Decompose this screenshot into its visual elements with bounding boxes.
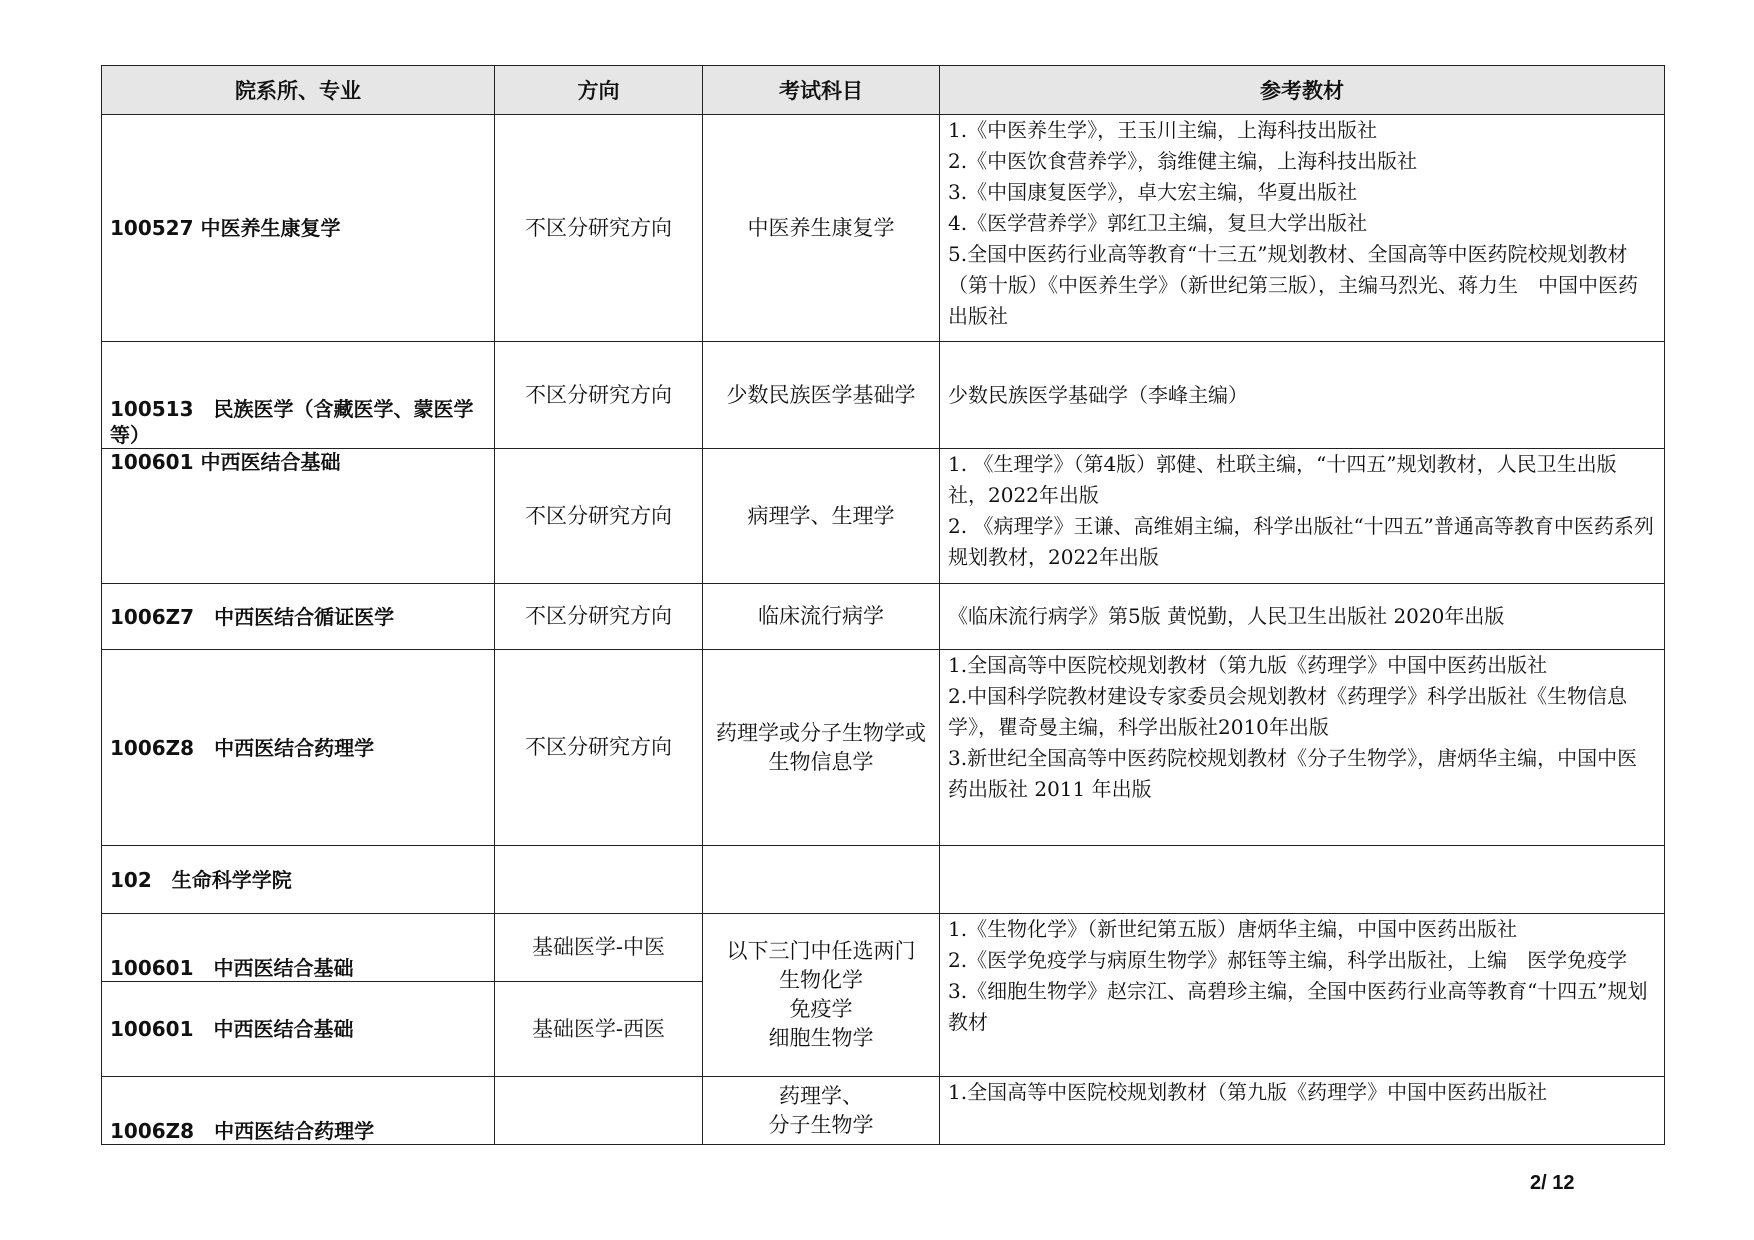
reference-line: 1. 《生理学》（第4版）郭健、杜联主编，“十四五”规划教材，人民卫生出版社，2022年出版 [948,452,1617,507]
exam-line: 免疫学 [789,997,853,1021]
exam-cell: 临床流行病学 [703,584,940,650]
header-major: 院系所、专业 [102,66,495,115]
exam-cell: 病理学、生理学 [703,449,940,584]
direction-cell: 不区分研究方向 [495,342,703,449]
major-cell: 1006Z8 中西医结合药理学 [102,1077,495,1145]
direction-cell [495,1077,703,1145]
exam-cell [703,846,940,914]
page-number: 2/ 12 [1530,1172,1575,1194]
exam-line: 生物化学 [779,968,863,992]
direction-cell [495,846,703,914]
major-cell: 100601 中西医结合基础 [102,982,495,1077]
reference-line: 3.《中国康复医学》，卓大宏主编，华夏出版社 [948,180,1358,204]
direction-cell: 不区分研究方向 [495,584,703,650]
exam-line: 细胞生物学 [768,1026,874,1050]
syllabus-table [101,65,1665,1145]
reference-line: 2.《医学免疫学与病原生物学》郝钰等主编，科学出版社，上编 医学免疫学 [948,948,1628,972]
table-row [102,449,1665,584]
reference-line: 3.《细胞生物学》赵宗江、高碧珍主编，全国中医药行业高等教育“十四五”规划教材 [948,979,1648,1034]
header-exam-subject: 考试科目 [703,66,940,115]
reference-cell [940,650,1665,846]
table-row [102,914,1665,982]
direction-cell: 不区分研究方向 [495,449,703,584]
reference-line: 2. 《病理学》王谦、高维娟主编，科学出版社“十四五”普通高等教育中医药系列规划教材，2022年出版 [948,514,1654,569]
direction-cell: 不区分研究方向 [495,650,703,846]
reference-cell [940,1077,1665,1145]
table-row [102,650,1665,846]
reference-line: 1.《生物化学》（新世纪第五版）唐炳华主编，中国中医药出版社 [948,917,1518,941]
exam-line: 药理学、 [779,1083,863,1108]
header-direction: 方向 [495,66,703,115]
direction-cell: 基础医学-西医 [495,982,703,1077]
college-cell: 102 生命科学学院 [102,846,495,914]
reference-cell [940,115,1665,342]
major-cell: 100601 中西医结合基础 [102,914,495,982]
reference-cell [940,449,1665,584]
reference-line: 2.中国科学院教材建设专家委员会规划教材《药理学》科学出版社《生物信息学》，瞿奇曼主编，科学出版社2010年出版 [948,684,1628,739]
reference-line: 1.《中医养生学》，王玉川主编，上海科技出版社 [948,118,1378,142]
major-cell: 100527 中医养生康复学 [102,115,495,342]
major-cell: 1006Z8 中西医结合药理学 [102,650,495,846]
exam-line: 分子生物学 [768,1112,874,1137]
major-cell: 100601 中西医结合基础 [102,449,495,584]
reference-line: 1.全国高等中医院校规划教材（第九版《药理学》中国中医药出版社 [948,1080,1548,1104]
table-row [102,1077,1665,1145]
reference-line: 少数民族医学基础学（李峰主编） [948,382,1248,407]
exam-cell: 药理学或分子生物学或生物信息学 [703,650,940,846]
header-row [102,66,1665,115]
reference-line: 5.全国中医药行业高等教育“十三五”规划教材、全国高等中医药院校规划教材（第十版）《中医养生学》（新世纪第三版），主编马烈光、蒋力生 中国中医药出版社 [948,242,1638,328]
table-row [102,115,1665,342]
table-row [102,342,1665,449]
reference-line: 1.全国高等中医院校规划教材（第九版《药理学》中国中医药出版社 [948,653,1548,677]
reference-line: 3.新世纪全国高等中医药院校规划教材《分子生物学》，唐炳华主编，中国中医药出版社 2011 年出版 [948,746,1638,801]
reference-cell [940,342,1665,449]
exam-cell: 中医养生康复学 [703,115,940,342]
reference-line: 2.《中医饮食营养学》，翁维健主编，上海科技出版社 [948,149,1418,173]
major-cell: 100513 民族医学（含藏医学、蒙医学等） [102,342,495,449]
reference-line: 《临床流行病学》第5版 黄悦勤，人民卫生出版社 2020年出版 [948,604,1505,628]
exam-cell: 少数民族医学基础学 [703,342,940,449]
exam-cell [703,914,940,1077]
exam-cell [703,1077,940,1145]
reference-line: 4.《医学营养学》郭红卫主编，复旦大学出版社 [948,211,1368,235]
header-reference-books: 参考教材 [940,66,1665,115]
direction-cell: 基础医学-中医 [495,914,703,982]
direction-cell: 不区分研究方向 [495,115,703,342]
major-cell: 1006Z7 中西医结合循证医学 [102,584,495,650]
table-row [102,584,1665,650]
reference-cell [940,846,1665,914]
table-row [102,846,1665,914]
reference-cell [940,914,1665,1077]
exam-line: 以下三门中任选两门 [726,939,916,963]
reference-cell [940,584,1665,650]
